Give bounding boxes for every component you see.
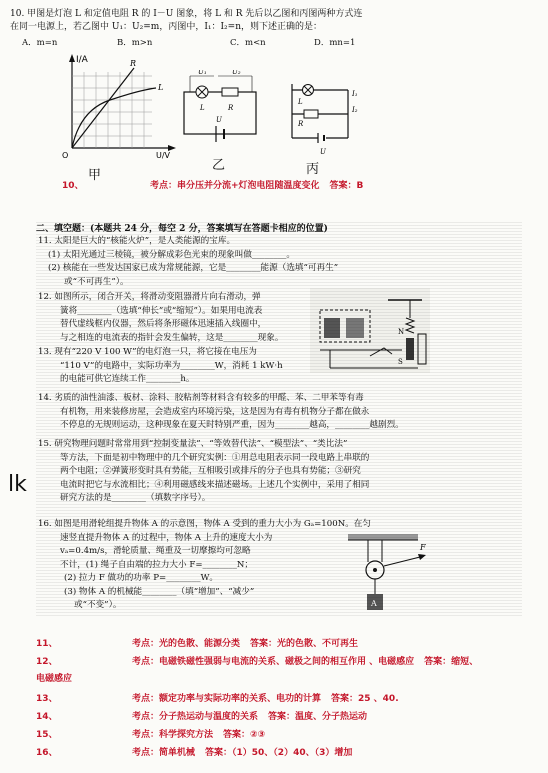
question-13: 13. 现有“220 V 100 W”的电灯泡一只，将它接在电压为 “110 V”的电路中，实际功率为________W，消耗 1 kW·h 的电能可供它连续工作________h。 — [38, 347, 283, 384]
question-15: 15. 研究物理问题时常常用到“控制变量法”、“等效替代法”、“模型法”、“类比法” 等方法，下面是初中物理中的几个研究实例：①用总电阻表示同一段电路上串联的 两个电阻；②弹簧形变时具有势能，互相吸引或排斥的分子也具有势能；③研究 电流时把它与水流相比；④利用磁感线来描述磁场。上述几个实例中，采用了相同 研究方法的是________（填数字序号）。 — [38, 439, 370, 503]
option-d: D．mn=1 — [314, 38, 356, 48]
figure-jia-label: 甲 — [88, 168, 102, 183]
axis-u-label: U/V — [156, 151, 171, 160]
svg-text:U: U — [320, 148, 326, 156]
svg-text:I₂: I₂ — [352, 106, 358, 114]
svg-text:L: L — [298, 98, 303, 106]
series-circuit-figure — [180, 70, 270, 150]
curve-l-label: L — [158, 83, 164, 92]
svg-text:I₁: I₁ — [352, 90, 358, 98]
question-16: 16. 如图是用滑轮组提升物体 A 的示意图，物体 A 受到的重力大小为 Gₐ=100N。在匀 速竖直提升物体 A 的过程中，物体 A 上升的速度大小为 vₐ=0.4m/s，滑轮质量、绳重及一切摩擦均可忽略 不计，(1) 绳子自由端的拉力大小 F=________N； (2) 拉力 F 做功的功率 P=________W。 (3) 物体 A 的机械能________（填“增加”、“减少” 或“不变”）。 — [38, 519, 371, 610]
answer-10: 10、 考点：串分压并分流+灯泡电阻随温度变化 答案：B — [62, 181, 364, 191]
svg-text:R: R — [228, 104, 234, 112]
svg-text:L: L — [200, 104, 205, 112]
axis-i-label: I/A — [76, 55, 88, 65]
answer-14: 14、 考点：分子热运动与温度的关系 答案：温度、分子热运动 — [36, 712, 368, 722]
answer-15: 15、 考点：科学探究方法 答案：②③ — [36, 730, 266, 740]
svg-text:U₂: U₂ — [232, 70, 241, 76]
option-b: B．m>n — [117, 38, 153, 48]
question-10 — [10, 8, 440, 34]
option-a: A．m=n — [22, 38, 58, 48]
curve-r-label: R — [130, 59, 137, 68]
pulley-figure — [338, 532, 434, 618]
block-a-label: A — [371, 599, 377, 608]
q10-stem-line1: 10. 甲图是灯泡 L 和定值电阻 R 的 I－U 图象，将 L 和 R 先后以乙图和丙图两种方式连 — [10, 9, 363, 19]
magnet-s-label: S — [398, 358, 403, 366]
section-heading: 二、填空题：(本题共 24 分，每空 2 分，答案填写在答题卡相应的位置) — [36, 224, 328, 234]
answer-11: 11、 考点：光的色散、能源分类 答案：光的色散、不可再生 — [36, 639, 359, 649]
iu-graph-figure — [60, 50, 180, 160]
figure-bing-label: 丙 — [306, 162, 320, 177]
handwritten-margin-mark: lk — [8, 472, 27, 497]
magnet-n-label: N — [398, 328, 405, 336]
svg-text:U: U — [216, 116, 222, 124]
q10-stem-line2: 在同一电源上，若乙图中 U₁：U₂=m，丙图中，I₁：I₂=n，则下述正确的是： — [10, 22, 322, 32]
svg-text:U₁: U₁ — [198, 70, 207, 76]
force-f-label: F — [420, 543, 426, 552]
figure-yi-label: 乙 — [212, 158, 226, 173]
question-14: 14. 劣质的油性油漆、板材、涂料、胶粘剂等材料含有较多的甲醛、苯、二甲苯等有毒 有机物，用来装修房屋，会造成室内环境污染，这是因为有毒有机物分子都在做永 不停息的无规则运动，这种现象在夏天时特别严重，因为________越高，________越剧烈。 — [38, 393, 404, 430]
answer-16: 16、 考点：简单机械 答案：（1）50、（2）40、（3）增加 — [36, 748, 353, 758]
question-11: 11. 太阳是巨大的“核能火炉”，是人类能源的宝库。 (1) 太阳光通过三棱镜，被分解成彩色光束的现象叫做________。 (2) 核能在一些发达国家已成为常规能源，它是________能源（选填“可再生” 或“不可再生”）。 — [38, 236, 339, 287]
svg-text:R: R — [298, 120, 304, 128]
answer-13: 13、 考点：额定功率与实际功率的关系、电功的计算 答案：25 、40. — [36, 694, 399, 704]
answer-12: 12、 考点：电磁铁磁性强弱与电流的关系、磁极之间的相互作用 、电磁感应 答案：缩短、电磁感应 — [36, 657, 479, 684]
parallel-circuit-figure — [284, 78, 368, 158]
origin-label: O — [62, 151, 69, 160]
option-c: C．m<n — [230, 38, 266, 48]
question-12: 12. 如图所示，闭合开关，将滑动变阻器滑片向右滑动，弹 簧将________（选填“伸长”或“缩短”）。如果用电流表 替代虚线框内仪器，然后将条形磁体迅速插入线圈中， 与之相连的电流表的指针会发生偏转，这是________现象。 — [38, 292, 284, 343]
electromagnet-figure — [310, 288, 430, 373]
